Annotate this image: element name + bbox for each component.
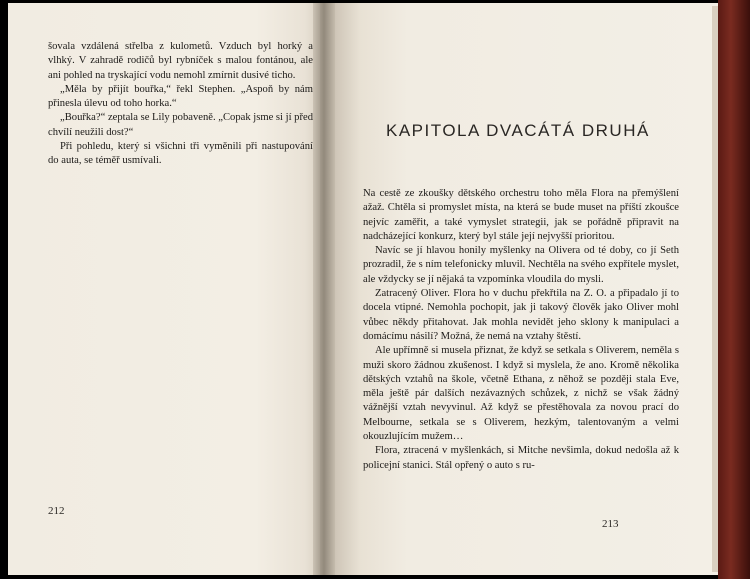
right-page: [320, 3, 718, 575]
paragraph: Navíc se jí hlavou honily myšlenky na Olivera od té doby, co jí Seth prozradil, že s ním telefonicky mluvil. Nechtěla na svého expřítele myslet, ale vždycky se jí nějaká ta vzpomínka vloudila do mysli.: [363, 245, 679, 285]
paragraph: Na cestě ze zkoušky dětského orchestru toho měla Flora na přemýšlení ažaž. Chtěla si promyslet místa, na která se bude muset na příští zkoušce nejvíc zaměřit, a také vymyslet strategii, jak se pořádně připravit na nadcházející konkurz, který byl stále její nejvyšší prioritou.: [363, 188, 679, 242]
book-spine-gutter: [313, 3, 335, 575]
paragraph: šovala vzdálená střelba z kulometů. Vzduch byl horký a vlhký. V zahradě rodičů byl rybníček s malou fontánou, ale ani pohled na tryskající vodu nemohl zmírnit dusivé ticho.: [48, 41, 313, 81]
left-page-body: [48, 40, 313, 169]
paragraph: Flora, ztracená v myšlenkách, si Mitche nevšimla, dokud nedošla až k policejní stanici. Stál opřený o auto s ru-: [363, 445, 679, 471]
paragraph: Ale upřímně si musela přiznat, že když se setkala s Oliverem, neměla s muži skoro žádnou zkušenost. I když si myslela, že ano. Kromě několika dětských vztahů na škole, včetně Ethana, z něhož se později stala Eve, měla ještě pár dalších nezávazných schůzek, z nichž se však žádný vážnější vztah nevyvinul. Až když se přestěhovala za novou prací do Melbourne, setkala se s Oliverem, hezkým, talentovaným a velmi okouzlujícím mužem…: [363, 345, 679, 443]
paragraph: „Měla by přijít bouřka,“ řekl Stephen. „Aspoň by nám přinesla úlevu od toho horka.“: [48, 83, 313, 110]
page-number: 212: [48, 505, 65, 517]
page-number: 213: [602, 518, 619, 530]
book-cover-edge: [718, 0, 750, 579]
chapter-title: KAPITOLA DVACÁTÁ DRUHÁ: [386, 121, 650, 140]
paragraph: Při pohledu, který si všichni tři vyměnili při nastupování do auta, se téměř usmívali.: [48, 141, 313, 167]
left-page: [8, 3, 338, 575]
paragraph: Zatracený Oliver. Flora ho v duchu překřtila na Z. O. a připadalo jí to docela vtipné. Nemohla pochopit, jak ji takový člověk jako Oliver mohl vůbec někdy přitahovat. Jak mohla nevidět jeho sklony k manipulaci a domácímu násilí? Možná, že nemá na vztahy štěstí.: [363, 288, 679, 342]
right-page-body: [363, 187, 679, 473]
paragraph: „Bouřka?“ zeptala se Lily pobaveně. „Copak jsme si jí před chvílí neužili dost?“: [48, 112, 313, 138]
